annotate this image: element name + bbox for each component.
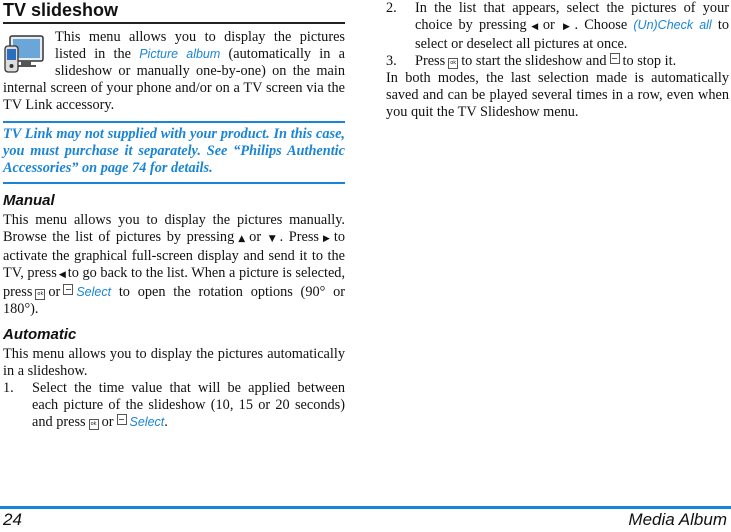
picture-album-link: Picture album <box>139 47 221 61</box>
right-arrow-icon: ▶ <box>562 22 573 32</box>
uncheck-all-label: (Un)Check all <box>633 18 712 32</box>
left-arrow-icon: ◀ <box>528 22 541 32</box>
chapter-title: Media Album <box>628 510 727 529</box>
left-column <box>3 0 345 431</box>
manual-text: This menu allows you to display the pictures manually. Browse the list of pictures by pressing <box>3 212 345 245</box>
step-number: 3. <box>386 53 397 69</box>
down-arrow-icon: ▼ <box>268 234 278 244</box>
intro-block <box>3 29 345 114</box>
manual-text: . Press <box>279 229 319 245</box>
step-text <box>415 53 729 70</box>
automatic-heading: Automatic <box>3 326 77 343</box>
step-3-text: Press <box>415 53 446 69</box>
step-number: 2. <box>386 0 397 16</box>
step-number: 1. <box>3 380 14 396</box>
select-softkey-label: Select <box>76 285 112 299</box>
step-2 <box>386 0 729 53</box>
step-text <box>32 380 345 431</box>
step-3 <box>386 53 729 70</box>
intro-text: This menu allows you to display the pictures listed in the <box>55 29 345 62</box>
step-1-text: . <box>164 414 168 430</box>
step-2-text: or <box>542 17 555 33</box>
step-3-text: to stop it. <box>622 53 677 69</box>
manual-text: to go back to the list. When a picture is selected, press <box>3 265 346 300</box>
left-softkey-icon <box>63 284 73 295</box>
right-arrow-icon: ▶ <box>320 234 332 244</box>
step-2-text: . Choose <box>574 17 628 33</box>
left-softkey-icon <box>610 53 620 64</box>
manual-text: or <box>48 284 61 300</box>
step-3-text: to start the slideshow and <box>461 53 607 69</box>
automatic-paragraph: This menu allows you to display the pictures automatically in a slideshow. <box>3 346 345 379</box>
up-arrow-icon: ▲ <box>236 234 248 244</box>
manual-text: to open the rotation options (90° or 180°). <box>3 284 346 317</box>
intro-paragraph <box>3 29 345 114</box>
step-1-text: Select the time value that will be applied between each picture of the slideshow (10, 15 or 20 seconds) and press <box>32 380 345 430</box>
left-arrow-icon: ◀ <box>58 270 66 280</box>
closing-paragraph: In both modes, the last selection made is automatically saved and can be played several times in a row, even when you quit the TV Slideshow menu. <box>386 70 729 120</box>
page-title: TV slideshow <box>3 0 345 24</box>
page-footer <box>0 506 731 532</box>
step-1-text: or <box>101 414 114 430</box>
ok-key-icon <box>448 58 458 69</box>
step-2-text: In the list that appears, select the pictures of your choice by pressing <box>415 0 729 33</box>
manual-text: or <box>249 229 262 245</box>
tv-phone-icon <box>3 34 45 74</box>
ok-key-icon <box>35 289 45 300</box>
select-softkey-label: Select <box>129 415 165 429</box>
manual-text: to activate the graphical full-screen display and send it to the TV, press <box>3 229 346 281</box>
page-number: 24 <box>3 510 22 529</box>
manual-paragraph <box>3 212 345 318</box>
manual-heading: Manual <box>3 192 55 209</box>
step-1 <box>3 380 345 431</box>
right-column <box>386 0 729 121</box>
intro-text-2: (automatically in a slideshow or manually one-by-one) on the main internal screen of your phone and/or on a TV screen via the TV Link accessory. <box>3 46 345 113</box>
step-text <box>415 0 729 53</box>
step-2-text: to select or deselect all pictures at once. <box>415 17 730 52</box>
accessory-note: TV Link may not supplied with your product. In this case, you must purchase it separately. See “Philips Authentic Accessories” on page 74 for details. <box>3 121 345 184</box>
ok-key-icon <box>89 419 99 430</box>
left-softkey-icon <box>117 414 127 425</box>
